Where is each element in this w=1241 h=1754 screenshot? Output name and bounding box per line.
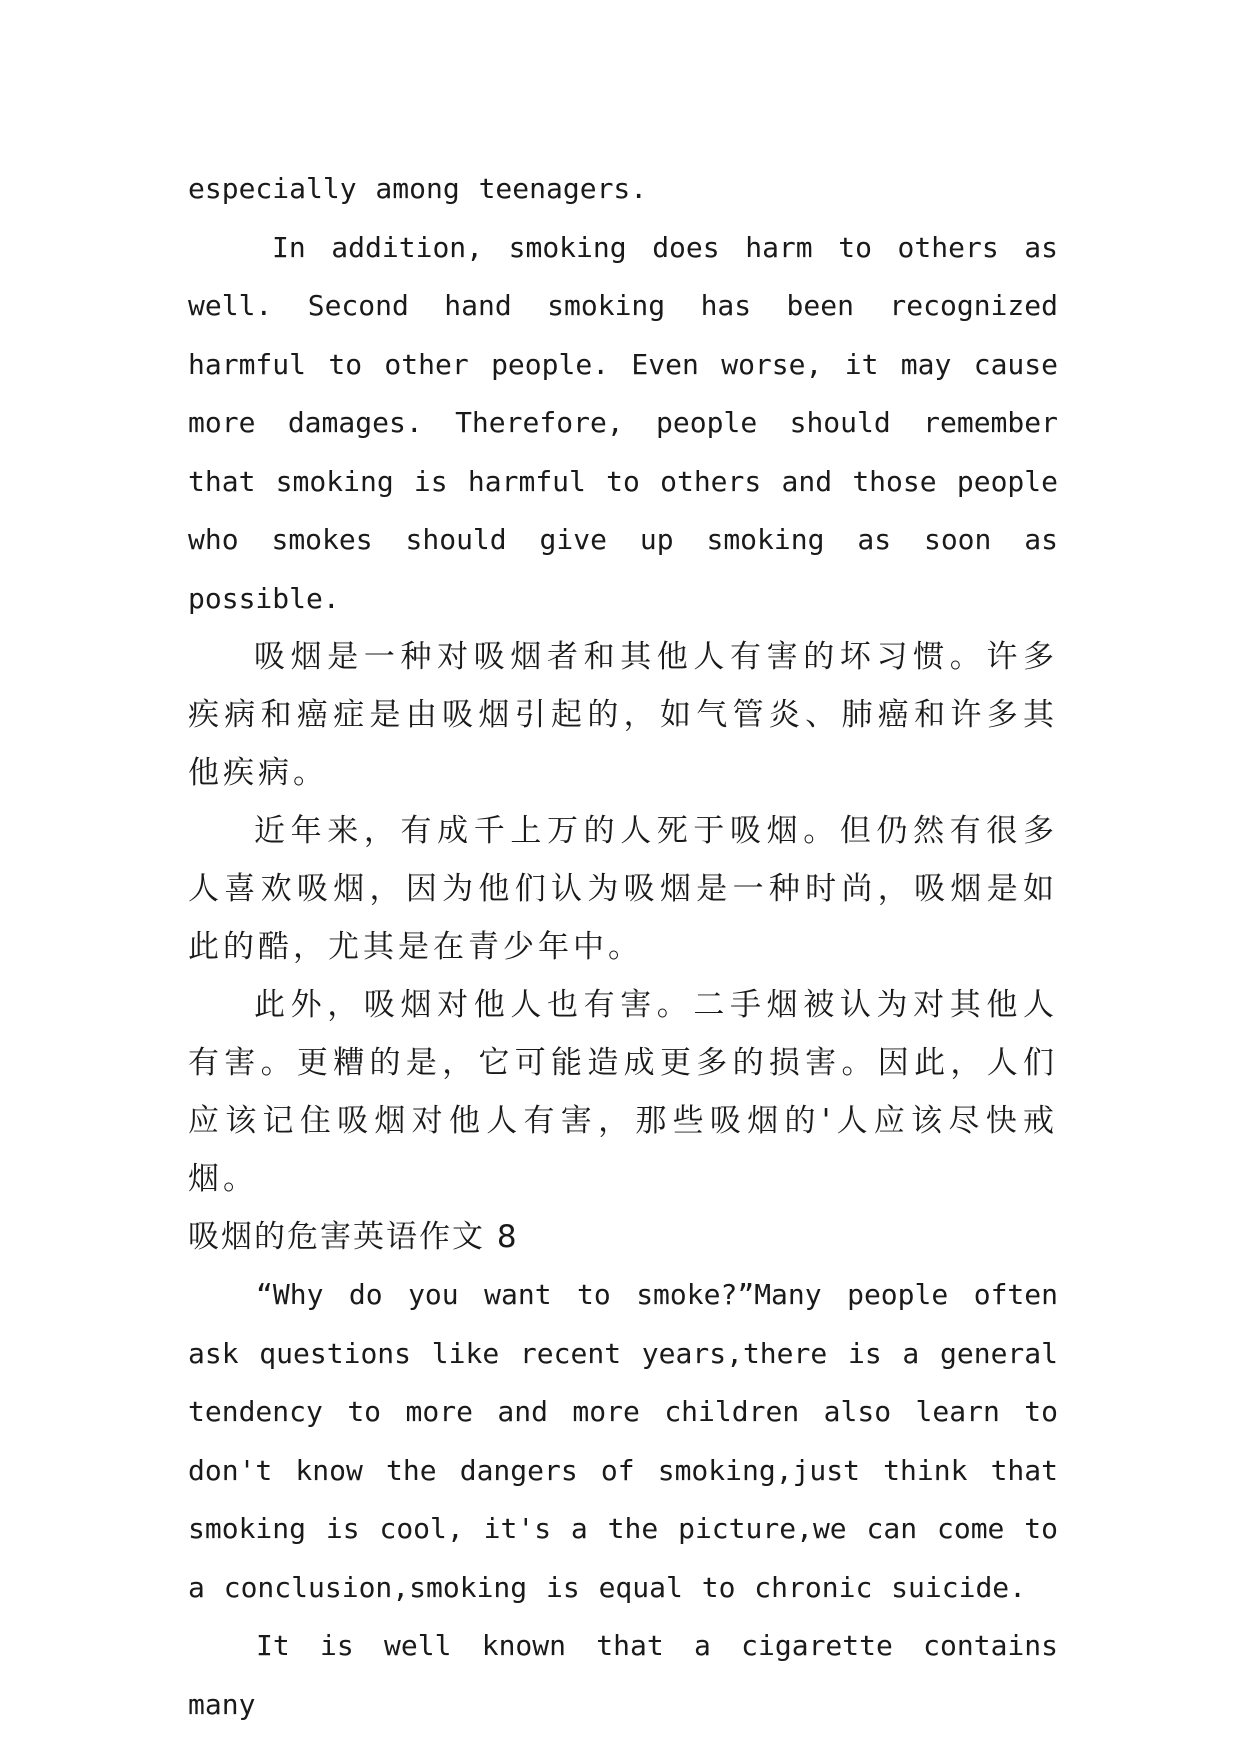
paragraph-zh-3: 此外，吸烟对他人也有害。二手烟被认为对其他人有害。更糟的是，它可能造成更多的损害。因此，人们应该记住吸烟对他人有害，那些吸烟的'人应该尽快戒烟。: [188, 987, 1058, 1197]
paragraph-zh-1: 吸烟是一种对吸烟者和其他人有害的坏习惯。许多疾病和癌症是由吸烟引起的，如气管炎、肺癌和许多其他疾病。: [188, 639, 1058, 791]
essay-heading: 吸烟的危害英语作文 8: [188, 1219, 519, 1255]
paragraph-zh-2: 近年来，有成千上万的人死于吸烟。但仍然有很多人喜欢吸烟，因为他们认为吸烟是一种时尚，吸烟是如此的酷，尤其是在青少年中。: [188, 813, 1058, 965]
paragraph-why-smoke: “Why do you want to smoke?”Many people often ask questions like recent years,there is a general tendency to more and more children also learn to don't know the dangers of smoking,just think that smoking is cool, it's a the picture,we can come to a conclusion,smoking is equal to chronic suicide.: [188, 1278, 1058, 1604]
document-body: [188, 160, 1058, 1734]
paragraph-in-addition: In addition, smoking does harm to others as well. Second hand smoking has been recognized harmful to other people. Even worse, it may cause more damages. Therefore, people should remember that smoking is harmful to others and those people who smokes should give up smoking as soon as possible.: [188, 230, 1058, 615]
paragraph-cigarette: It is well known that a cigarette contains many: [188, 1629, 1058, 1721]
paragraph-continuation: especially among teenagers.: [188, 172, 648, 205]
